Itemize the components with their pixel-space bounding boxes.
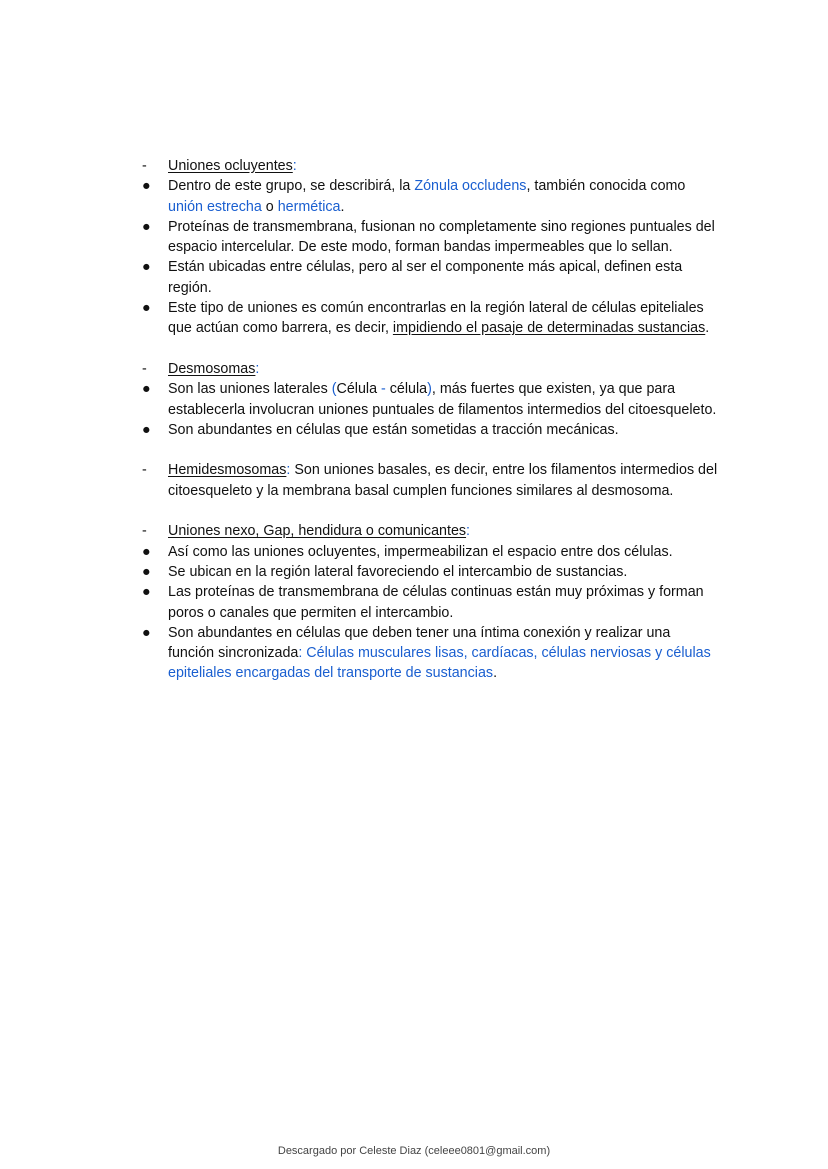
heading-text: Uniones ocluyentes	[168, 158, 293, 174]
highlight-term: Zónula occludens	[414, 178, 527, 195]
bullet-text: Dentro de este grupo, se describirá, la	[168, 178, 415, 195]
bullet-item	[0, 582, 828, 623]
bullet-item	[0, 257, 828, 298]
underlined-phrase: impidiendo el pasaje de determinadas sustancias	[392, 320, 706, 337]
highlight-term: unión estrecha	[168, 198, 262, 215]
bullet-marker: ●	[142, 421, 151, 438]
section-heading-desmosomas	[0, 359, 828, 379]
highlight-paren: (	[331, 381, 337, 398]
dash-marker: -	[142, 523, 147, 540]
bullet-item	[0, 562, 828, 582]
bullet-item	[0, 420, 828, 440]
bullet-text: Proteínas de transmembrana, fusionan no completamente sino regiones puntuales del espacio intercelular. De este modo, forman bandas impermeables que lo sellan.	[168, 218, 715, 256]
bullet-marker: ●	[142, 381, 151, 398]
heading-text: Hemidesmosomas	[168, 462, 287, 479]
bullet-text: .	[705, 320, 710, 337]
bullet-marker: ●	[142, 300, 151, 317]
bullet-item	[0, 623, 828, 684]
dash-marker: -	[142, 462, 147, 479]
bullet-marker: ●	[142, 543, 151, 560]
heading-colon: :	[466, 523, 471, 540]
document-body	[0, 156, 828, 684]
bullet-text: célula	[385, 381, 428, 398]
section-heading-uniones-ocluyentes	[0, 156, 828, 176]
bullet-text: Son abundantes en células que están sometidas a tracción mecánicas.	[168, 421, 619, 438]
dash-marker: -	[142, 360, 147, 377]
bullet-text: Se ubican en la región lateral favoreciendo el intercambio de sustancias.	[168, 563, 628, 580]
spacer	[0, 440, 828, 460]
bullet-item	[0, 379, 828, 420]
bullet-text: Así como las uniones ocluyentes, impermeabilizan el espacio entre dos células.	[168, 543, 673, 560]
bullet-text: Son las uniones laterales	[168, 381, 332, 398]
bullet-text: , más fuertes que existen, ya que para establecerla involucran uniones puntuales de filamentos intermedios del citoesqueleto.	[168, 381, 717, 418]
bullet-text: .	[340, 198, 345, 215]
heading-colon: :	[292, 158, 297, 174]
bullet-text: , también conocida como	[526, 178, 686, 195]
bullet-marker: ●	[142, 259, 151, 276]
spacer	[0, 501, 828, 521]
heading-colon: :	[255, 360, 260, 377]
heading-colon: :	[286, 462, 291, 479]
bullet-item	[0, 298, 828, 339]
bullet-item	[0, 176, 828, 217]
bullet-marker: ●	[142, 563, 151, 580]
highlight-term: hermética	[277, 198, 341, 215]
heading-text: Uniones nexo, Gap, hendidura o comunicantes	[168, 523, 467, 540]
bullet-item	[0, 217, 828, 258]
bullet-text: Célula	[336, 381, 382, 398]
dash-marker: -	[142, 158, 147, 174]
bullet-text: .	[493, 665, 498, 682]
bullet-text: Este tipo de uniones es común encontrarlas en la región lateral de células epiteliales que actúan como barrera, es decir,	[168, 300, 704, 337]
highlight-paren: )	[427, 381, 432, 398]
bullet-text: Las proteínas de transmembrana de células continuas están muy próximas y forman poros o canales que permiten el intercambio.	[168, 584, 704, 621]
spacer	[0, 339, 828, 359]
bullet-text: o	[261, 198, 278, 215]
bullet-marker: ●	[142, 624, 151, 641]
download-footer: Descargado por Celeste Diaz (celeee0801@gmail.com)	[277, 1145, 551, 1157]
section-heading-hemidesmosomas	[0, 460, 828, 501]
bullet-marker: ●	[142, 584, 151, 601]
bullet-marker: ●	[142, 218, 151, 235]
bullet-marker: ●	[142, 178, 151, 195]
section-heading-uniones-nexo	[0, 521, 828, 541]
heading-text: Desmosomas	[168, 360, 256, 377]
highlight-list: : Células musculares lisas, cardíacas, células nerviosas y células epiteliales encargadas del transporte de sustancias	[168, 645, 711, 682]
bullet-item	[0, 542, 828, 562]
highlight-dash: -	[381, 381, 386, 398]
bullet-text: Son abundantes en células que deben tener una íntima conexión y realizar una función sincronizada	[168, 624, 671, 662]
bullet-text: Están ubicadas entre células, pero al ser el componente más apical, definen esta región.	[168, 259, 683, 296]
section-text: Son uniones basales, es decir, entre los filamentos intermedios del citoesqueleto y la membrana basal cumplen funciones similares al desmosoma.	[168, 462, 718, 499]
